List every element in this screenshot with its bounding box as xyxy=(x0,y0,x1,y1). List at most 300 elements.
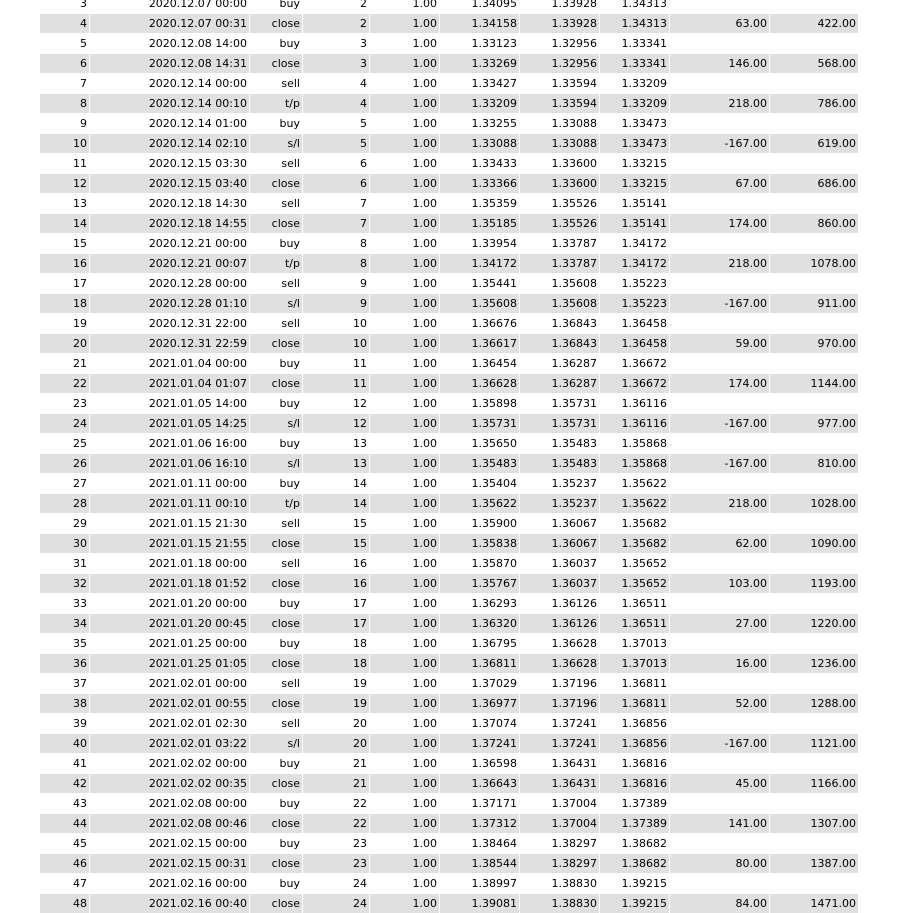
order-cell: 24 xyxy=(303,874,370,893)
table-row[interactable] xyxy=(40,674,858,694)
time-cell: 2021.01.06 16:00 xyxy=(90,434,250,453)
profit-cell xyxy=(670,154,770,173)
balance-cell: 911.00 xyxy=(817,297,856,310)
stop-loss-cell: 1.33600 xyxy=(520,174,600,193)
order-cell: 13 xyxy=(303,454,370,473)
balance-cell: 1166.00 xyxy=(810,777,856,790)
time-cell: 2021.01.05 14:25 xyxy=(90,414,250,433)
stop-loss-cell: 1.36628 xyxy=(520,634,600,653)
balance-cell: 422.00 xyxy=(817,17,856,30)
profit-cell: 63.00 xyxy=(670,14,770,33)
table-row[interactable] xyxy=(40,894,858,913)
table-row[interactable] xyxy=(40,654,858,674)
size-cell: 1.00 xyxy=(370,594,440,613)
table-row[interactable] xyxy=(40,114,858,134)
balance-cell: 568.00 xyxy=(817,57,856,70)
order-cell: 13 xyxy=(303,434,370,453)
trade-number-cell: 9 xyxy=(40,114,90,133)
take-profit-cell: 1.33341 xyxy=(600,54,670,73)
balance-cell xyxy=(770,674,858,693)
order-cell: 12 xyxy=(303,394,370,413)
trade-number-cell: 40 xyxy=(40,734,90,753)
table-row[interactable] xyxy=(40,514,858,534)
table-row[interactable] xyxy=(40,454,858,474)
balance-cell: 786.00 xyxy=(817,97,856,110)
type-cell: buy xyxy=(250,394,303,413)
order-cell: 18 xyxy=(303,654,370,673)
type-cell: close xyxy=(250,374,303,393)
table-row[interactable] xyxy=(40,14,858,34)
size-cell: 1.00 xyxy=(370,514,440,533)
order-cell: 7 xyxy=(303,194,370,213)
take-profit-cell: 1.35141 xyxy=(600,194,670,213)
stop-loss-cell: 1.35731 xyxy=(520,414,600,433)
order-cell: 6 xyxy=(303,154,370,173)
price-cell: 1.33954 xyxy=(440,234,520,253)
profit-cell: 16.00 xyxy=(670,654,770,673)
stop-loss-cell: 1.33600 xyxy=(520,154,600,173)
size-cell: 1.00 xyxy=(370,634,440,653)
balance-cell: 1090.00 xyxy=(810,537,856,550)
balance-cell xyxy=(770,234,858,253)
profit-cell: -167.00 xyxy=(670,134,770,153)
price-cell: 1.35185 xyxy=(440,214,520,233)
trade-number-cell: 16 xyxy=(40,254,90,273)
time-cell: 2020.12.18 14:55 xyxy=(90,214,250,233)
type-cell: t/p xyxy=(250,494,303,513)
table-row[interactable] xyxy=(40,714,858,734)
size-cell: 1.00 xyxy=(370,74,440,93)
table-row[interactable] xyxy=(40,734,858,754)
profit-cell xyxy=(670,754,770,773)
balance-cell xyxy=(770,274,858,293)
take-profit-cell: 1.33215 xyxy=(600,154,670,173)
time-cell: 2021.02.01 02:30 xyxy=(90,714,250,733)
profit-cell: 141.00 xyxy=(670,814,770,833)
profit-cell: 218.00 xyxy=(670,494,770,513)
balance-cell: 860.00 xyxy=(817,217,856,230)
size-cell: 1.00 xyxy=(370,874,440,893)
price-cell: 1.34172 xyxy=(440,254,520,273)
profit-cell: 59.00 xyxy=(670,334,770,353)
order-cell: 4 xyxy=(303,94,370,113)
profit-cell: -167.00 xyxy=(670,294,770,313)
order-cell: 10 xyxy=(303,334,370,353)
table-row[interactable] xyxy=(40,254,858,274)
table-row[interactable] xyxy=(40,474,858,494)
type-cell: close xyxy=(250,54,303,73)
price-cell: 1.35838 xyxy=(440,534,520,553)
balance-cell xyxy=(770,794,858,813)
trade-number-cell: 6 xyxy=(40,54,90,73)
balance-cell xyxy=(770,634,858,653)
table-row[interactable] xyxy=(40,554,858,574)
trade-number-cell: 20 xyxy=(40,334,90,353)
order-cell: 5 xyxy=(303,134,370,153)
trade-number-cell: 7 xyxy=(40,74,90,93)
time-cell: 2020.12.08 14:31 xyxy=(90,54,250,73)
stop-loss-cell: 1.33088 xyxy=(520,114,600,133)
trade-number-cell: 48 xyxy=(40,894,90,913)
type-cell: close xyxy=(250,614,303,633)
profit-cell: 80.00 xyxy=(670,854,770,873)
order-cell: 22 xyxy=(303,794,370,813)
profit-cell xyxy=(670,834,770,853)
profit-cell: 45.00 xyxy=(670,774,770,793)
time-cell: 2021.01.04 00:00 xyxy=(90,354,250,373)
time-cell: 2021.01.15 21:30 xyxy=(90,514,250,533)
time-cell: 2021.02.01 00:55 xyxy=(90,694,250,713)
time-cell: 2021.01.11 00:10 xyxy=(90,494,250,513)
size-cell: 1.00 xyxy=(370,274,440,293)
balance-cell: 1028.00 xyxy=(810,497,856,510)
time-cell: 2020.12.31 22:59 xyxy=(90,334,250,353)
order-cell: 3 xyxy=(303,34,370,53)
profit-cell xyxy=(670,554,770,573)
price-cell: 1.38544 xyxy=(440,854,520,873)
size-cell: 1.00 xyxy=(370,54,440,73)
table-row[interactable] xyxy=(40,194,858,214)
table-row[interactable] xyxy=(40,34,858,54)
trade-number-cell: 41 xyxy=(40,754,90,773)
profit-cell: 146.00 xyxy=(670,54,770,73)
price-cell: 1.33433 xyxy=(440,154,520,173)
price-cell: 1.33269 xyxy=(440,54,520,73)
balance-cell: 1471.00 xyxy=(810,897,856,910)
price-cell: 1.37241 xyxy=(440,734,520,753)
stop-loss-cell: 1.37004 xyxy=(520,814,600,833)
price-cell: 1.37074 xyxy=(440,714,520,733)
size-cell: 1.00 xyxy=(370,574,440,593)
price-cell: 1.35483 xyxy=(440,454,520,473)
take-profit-cell: 1.35223 xyxy=(600,294,670,313)
stop-loss-cell: 1.35237 xyxy=(520,494,600,513)
size-cell: 1.00 xyxy=(370,234,440,253)
table-row[interactable] xyxy=(40,434,858,454)
size-cell: 1.00 xyxy=(370,174,440,193)
balance-cell xyxy=(770,394,858,413)
type-cell: buy xyxy=(250,34,303,53)
take-profit-cell: 1.35682 xyxy=(600,534,670,553)
size-cell: 1.00 xyxy=(370,134,440,153)
time-cell: 2021.01.06 16:10 xyxy=(90,454,250,473)
table-row[interactable] xyxy=(40,134,858,154)
table-row[interactable] xyxy=(40,54,858,74)
time-cell: 2020.12.14 01:00 xyxy=(90,114,250,133)
table-row[interactable] xyxy=(40,354,858,374)
size-cell: 1.00 xyxy=(370,354,440,373)
take-profit-cell: 1.34313 xyxy=(600,14,670,33)
size-cell: 1.00 xyxy=(370,654,440,673)
take-profit-cell: 1.34172 xyxy=(600,234,670,253)
type-cell: s/l xyxy=(250,454,303,473)
table-row[interactable] xyxy=(40,854,858,874)
profit-cell: 174.00 xyxy=(670,374,770,393)
price-cell: 1.33209 xyxy=(440,94,520,113)
order-cell: 24 xyxy=(303,894,370,913)
time-cell: 2021.01.18 00:00 xyxy=(90,554,250,573)
size-cell: 1.00 xyxy=(370,334,440,353)
size-cell: 1.00 xyxy=(370,14,440,33)
price-cell: 1.36795 xyxy=(440,634,520,653)
type-cell: s/l xyxy=(250,134,303,153)
type-cell: close xyxy=(250,214,303,233)
balance-cell xyxy=(770,594,858,613)
table-row[interactable] xyxy=(40,154,858,174)
order-cell: 2 xyxy=(303,0,370,13)
trade-number-cell: 44 xyxy=(40,814,90,833)
order-cell: 8 xyxy=(303,234,370,253)
trade-number-cell: 19 xyxy=(40,314,90,333)
profit-cell xyxy=(670,314,770,333)
time-cell: 2021.01.15 21:55 xyxy=(90,534,250,553)
time-cell: 2020.12.15 03:30 xyxy=(90,154,250,173)
table-row[interactable] xyxy=(40,334,858,354)
trade-number-cell: 31 xyxy=(40,554,90,573)
size-cell: 1.00 xyxy=(370,294,440,313)
take-profit-cell: 1.36816 xyxy=(600,754,670,773)
table-row[interactable] xyxy=(40,614,858,634)
size-cell: 1.00 xyxy=(370,734,440,753)
trade-number-cell: 43 xyxy=(40,794,90,813)
take-profit-cell: 1.33209 xyxy=(600,74,670,93)
size-cell: 1.00 xyxy=(370,454,440,473)
table-row[interactable] xyxy=(40,494,858,514)
table-row[interactable] xyxy=(40,594,858,614)
take-profit-cell: 1.33209 xyxy=(600,94,670,113)
type-cell: close xyxy=(250,774,303,793)
time-cell: 2021.02.08 00:00 xyxy=(90,794,250,813)
stop-loss-cell: 1.36628 xyxy=(520,654,600,673)
price-cell: 1.36598 xyxy=(440,754,520,773)
size-cell: 1.00 xyxy=(370,94,440,113)
type-cell: close xyxy=(250,174,303,193)
time-cell: 2020.12.14 02:10 xyxy=(90,134,250,153)
profit-cell xyxy=(670,34,770,53)
time-cell: 2021.02.01 03:22 xyxy=(90,734,250,753)
profit-cell: 174.00 xyxy=(670,214,770,233)
size-cell: 1.00 xyxy=(370,434,440,453)
take-profit-cell: 1.33341 xyxy=(600,34,670,53)
trade-number-cell: 37 xyxy=(40,674,90,693)
balance-cell: 1387.00 xyxy=(810,857,856,870)
price-cell: 1.36811 xyxy=(440,654,520,673)
stop-loss-cell: 1.35608 xyxy=(520,274,600,293)
order-cell: 5 xyxy=(303,114,370,133)
table-row[interactable] xyxy=(40,234,858,254)
trade-number-cell: 28 xyxy=(40,494,90,513)
table-row[interactable] xyxy=(40,774,858,794)
profit-cell xyxy=(670,274,770,293)
balance-cell: 1144.00 xyxy=(810,377,856,390)
profit-cell: 62.00 xyxy=(670,534,770,553)
take-profit-cell: 1.37389 xyxy=(600,814,670,833)
order-cell: 20 xyxy=(303,714,370,733)
price-cell: 1.33366 xyxy=(440,174,520,193)
stop-loss-cell: 1.37241 xyxy=(520,714,600,733)
stop-loss-cell: 1.33928 xyxy=(520,14,600,33)
stop-loss-cell: 1.37196 xyxy=(520,694,600,713)
table-row[interactable] xyxy=(40,534,858,554)
take-profit-cell: 1.35652 xyxy=(600,574,670,593)
take-profit-cell: 1.36811 xyxy=(600,674,670,693)
trade-number-cell: 42 xyxy=(40,774,90,793)
stop-loss-cell: 1.35483 xyxy=(520,434,600,453)
type-cell: buy xyxy=(250,114,303,133)
type-cell: close xyxy=(250,334,303,353)
profit-cell: -167.00 xyxy=(670,414,770,433)
stop-loss-cell: 1.38297 xyxy=(520,834,600,853)
profit-cell xyxy=(670,434,770,453)
table-row[interactable] xyxy=(40,74,858,94)
stop-loss-cell: 1.35526 xyxy=(520,214,600,233)
table-row[interactable] xyxy=(40,694,858,714)
balance-cell xyxy=(770,74,858,93)
profit-cell: 218.00 xyxy=(670,94,770,113)
trade-number-cell: 4 xyxy=(40,14,90,33)
price-cell: 1.37312 xyxy=(440,814,520,833)
balance-cell xyxy=(770,834,858,853)
table-row[interactable] xyxy=(40,314,858,334)
order-cell: 8 xyxy=(303,254,370,273)
order-cell: 17 xyxy=(303,614,370,633)
take-profit-cell: 1.35868 xyxy=(600,434,670,453)
order-cell: 14 xyxy=(303,474,370,493)
profit-cell xyxy=(670,634,770,653)
stop-loss-cell: 1.36037 xyxy=(520,574,600,593)
time-cell: 2020.12.14 00:00 xyxy=(90,74,250,93)
price-cell: 1.37029 xyxy=(440,674,520,693)
order-cell: 19 xyxy=(303,694,370,713)
profit-cell xyxy=(670,474,770,493)
price-cell: 1.36454 xyxy=(440,354,520,373)
size-cell: 1.00 xyxy=(370,894,440,913)
type-cell: buy xyxy=(250,234,303,253)
trade-number-cell: 39 xyxy=(40,714,90,733)
balance-cell xyxy=(770,434,858,453)
stop-loss-cell: 1.33928 xyxy=(520,0,600,13)
balance-cell: 1193.00 xyxy=(810,577,856,590)
type-cell: buy xyxy=(250,0,303,13)
trade-report-table xyxy=(40,0,858,913)
table-row[interactable] xyxy=(40,754,858,774)
order-cell: 21 xyxy=(303,754,370,773)
table-row[interactable] xyxy=(40,874,858,894)
order-cell: 7 xyxy=(303,214,370,233)
table-row[interactable] xyxy=(40,214,858,234)
balance-cell xyxy=(770,474,858,493)
time-cell: 2020.12.21 00:00 xyxy=(90,234,250,253)
size-cell: 1.00 xyxy=(370,814,440,833)
balance-cell xyxy=(770,874,858,893)
order-cell: 23 xyxy=(303,834,370,853)
type-cell: sell xyxy=(250,514,303,533)
trade-number-cell: 23 xyxy=(40,394,90,413)
table-row[interactable] xyxy=(40,834,858,854)
price-cell: 1.38464 xyxy=(440,834,520,853)
size-cell: 1.00 xyxy=(370,474,440,493)
table-row[interactable] xyxy=(40,274,858,294)
profit-cell: 27.00 xyxy=(670,614,770,633)
time-cell: 2021.01.18 01:52 xyxy=(90,574,250,593)
price-cell: 1.33255 xyxy=(440,114,520,133)
trade-number-cell: 12 xyxy=(40,174,90,193)
time-cell: 2020.12.18 14:30 xyxy=(90,194,250,213)
table-row[interactable] xyxy=(40,0,858,14)
type-cell: buy xyxy=(250,834,303,853)
trade-number-cell: 5 xyxy=(40,34,90,53)
order-cell: 3 xyxy=(303,54,370,73)
profit-cell xyxy=(670,714,770,733)
stop-loss-cell: 1.33787 xyxy=(520,234,600,253)
table-row[interactable] xyxy=(40,374,858,394)
size-cell: 1.00 xyxy=(370,0,440,13)
take-profit-cell: 1.39215 xyxy=(600,894,670,913)
size-cell: 1.00 xyxy=(370,794,440,813)
table-row[interactable] xyxy=(40,574,858,594)
trade-number-cell: 8 xyxy=(40,94,90,113)
trade-number-cell: 38 xyxy=(40,694,90,713)
table-row[interactable] xyxy=(40,174,858,194)
take-profit-cell: 1.33215 xyxy=(600,174,670,193)
take-profit-cell: 1.34172 xyxy=(600,254,670,273)
price-cell: 1.36676 xyxy=(440,314,520,333)
size-cell: 1.00 xyxy=(370,374,440,393)
type-cell: sell xyxy=(250,274,303,293)
stop-loss-cell: 1.36126 xyxy=(520,614,600,633)
size-cell: 1.00 xyxy=(370,194,440,213)
balance-cell: 977.00 xyxy=(817,417,856,430)
table-row[interactable] xyxy=(40,634,858,654)
time-cell: 2020.12.07 00:31 xyxy=(90,14,250,33)
stop-loss-cell: 1.36287 xyxy=(520,354,600,373)
balance-cell xyxy=(770,154,858,173)
time-cell: 2021.02.08 00:46 xyxy=(90,814,250,833)
order-cell: 11 xyxy=(303,374,370,393)
take-profit-cell: 1.39215 xyxy=(600,874,670,893)
balance-cell xyxy=(770,554,858,573)
order-cell: 14 xyxy=(303,494,370,513)
table-row[interactable] xyxy=(40,794,858,814)
type-cell: buy xyxy=(250,474,303,493)
price-cell: 1.34095 xyxy=(440,0,520,13)
take-profit-cell: 1.35223 xyxy=(600,274,670,293)
balance-cell: 1236.00 xyxy=(810,657,856,670)
order-cell: 15 xyxy=(303,534,370,553)
type-cell: buy xyxy=(250,634,303,653)
order-cell: 9 xyxy=(303,294,370,313)
type-cell: close xyxy=(250,814,303,833)
time-cell: 2021.02.16 00:40 xyxy=(90,894,250,913)
table-row[interactable] xyxy=(40,814,858,834)
stop-loss-cell: 1.36843 xyxy=(520,334,600,353)
size-cell: 1.00 xyxy=(370,414,440,433)
table-row[interactable] xyxy=(40,94,858,114)
time-cell: 2021.02.16 00:00 xyxy=(90,874,250,893)
table-row[interactable] xyxy=(40,394,858,414)
profit-cell xyxy=(670,354,770,373)
balance-cell xyxy=(770,314,858,333)
balance-cell: 1121.00 xyxy=(810,737,856,750)
size-cell: 1.00 xyxy=(370,534,440,553)
price-cell: 1.36320 xyxy=(440,614,520,633)
table-row[interactable] xyxy=(40,414,858,434)
order-cell: 9 xyxy=(303,274,370,293)
time-cell: 2021.02.02 00:35 xyxy=(90,774,250,793)
take-profit-cell: 1.36511 xyxy=(600,594,670,613)
trade-number-cell: 27 xyxy=(40,474,90,493)
table-row[interactable] xyxy=(40,294,858,314)
